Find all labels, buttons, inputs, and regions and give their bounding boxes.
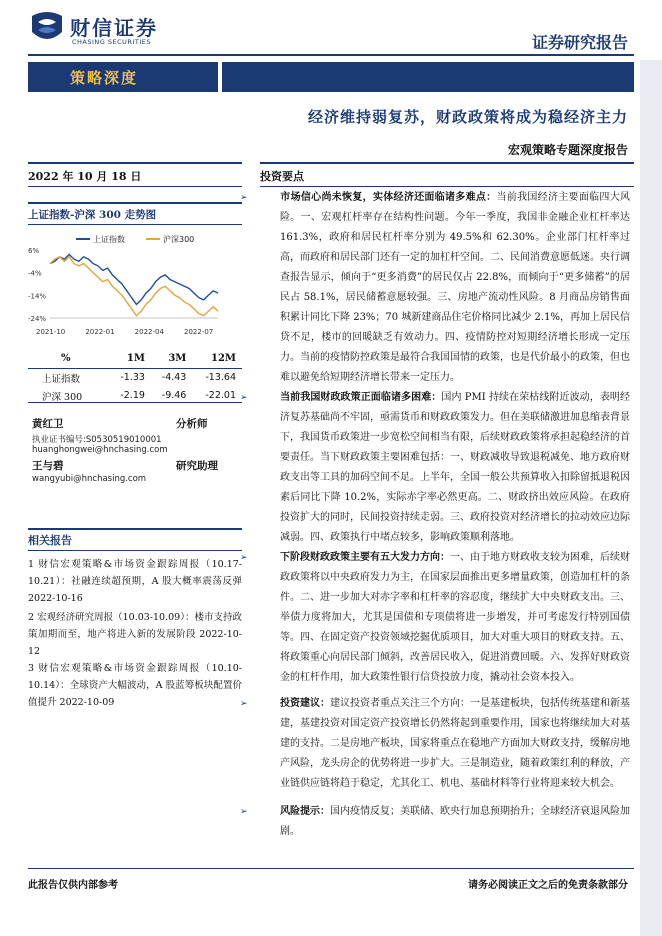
table-cell: 上证指数: [42, 373, 81, 385]
key-point-body: 国内疫情反复；美联储、欧央行加息预期抬升；全球经济衰退风险加剧。: [280, 806, 630, 837]
key-points-heading: 投资要点: [260, 170, 304, 183]
page-side-stripe: [640, 60, 662, 936]
key-point-item: [240, 548, 630, 688]
key-point-lead: 当前我国财政政策正面临诸多困难：: [280, 392, 442, 403]
header-rule: [28, 54, 634, 56]
key-point-lead: 风险提示：: [280, 806, 330, 817]
arrow-bullet-icon: ➢: [240, 807, 248, 817]
key-point-body: 国内 PMI 持续在荣枯线附近波动，表明经济复苏基础尚不牢固，亟需货币和财政政策发力。但在美联储激进加息缩表背景下，我国货币政策进一步宽松空间相当有限，后续财政政策将承担起稳经济的首要责任。当下财政政策主要困难包括：一、财政减收导致退税减免、地方政府财政支出等工具的加码空间不足。上半年，全国一般公共预算收入扣除留抵退税因素后同比下降 10.2%，实际赤字率必然更高。二、财政挤出效应风险。在政府投资扩大的同时，民间投资持续走弱。三、政府投资对经济增长的拉动效应边际减弱。四、政策执行中堵点较多，影响政策顺利落地。: [280, 392, 630, 543]
related-report-item[interactable]: 2 宏观经济研究周报（10.03-10.09）：楼市支持政策加期而至，地产将进入新的发展阶段 2022-10-12: [28, 612, 242, 657]
y-tick-label: -24%: [28, 315, 47, 323]
right-top-rule: [260, 162, 634, 164]
performance-table: [28, 350, 242, 405]
logo-english-text: CHASING SECURITIES: [72, 38, 151, 46]
table-bottom-rule: [28, 402, 242, 403]
legend-label: 上证指数: [93, 235, 125, 244]
related-heading-rule: [28, 550, 242, 551]
chart-heading: 上证指数-沪深 300 走势图: [28, 209, 157, 221]
x-tick-label: 2022-07: [184, 328, 214, 336]
key-point-lead: 投资建议：: [280, 698, 330, 709]
table-cell: 沪深 300: [42, 391, 83, 403]
key-point-item: [240, 388, 630, 548]
table-cell: -13.64: [205, 372, 236, 383]
key-point-lead: 下阶段财政政策主要有五大发力方向：: [280, 552, 450, 563]
table-cell: -9.46: [161, 390, 187, 401]
report-subtitle: 宏观策略专题深度报告: [507, 143, 628, 157]
date-rule: [28, 186, 242, 187]
related-top-rule: [28, 528, 242, 530]
arrow-bullet-icon: ➢: [240, 699, 248, 709]
assistant-name: 王与碧: [32, 460, 64, 472]
related-report-item[interactable]: 3 财信宏观策略&市场资金跟踪周报（10.10-10.14）：全球资产大幅波动，A 股蓝筹板块配置价值提升 2022-10-09: [28, 663, 242, 708]
related-report-item[interactable]: 1 财信宏观策略&市场资金跟踪周报（10.17-10.21）：社融连续超预期，A 股大概率震荡反弹 2022-10-16: [28, 559, 242, 604]
x-tick-label: 2021-10: [36, 328, 66, 336]
index-trend-chart: [28, 230, 242, 350]
key-point-body: 建议投资者重点关注三个方向：一是基建板块，包括传统基建和新基建，基建投资对国定资产投资增长仍然将起到重要作用，国家也将继续加大对基建的支持。二是房地产板块，国家将重点在稳地产方面加大财政支持，缓解房地产风险，龙头房企的优势将进一步扩大。三是制造业，随着政策红利的释放，产业链供应链将趋于稳定，尤其化工、机电、基础材料等行业将迎来较大机会。: [280, 698, 630, 789]
arrow-bullet-icon: ➢: [240, 553, 248, 563]
table-cell: -22.01: [205, 390, 236, 401]
analyst-cert: 执业证书编号:S0530519010001: [32, 435, 162, 445]
section-label: 策略深度: [70, 69, 139, 87]
logo-mark-icon: [28, 10, 66, 46]
analyst-role: 分析师: [176, 418, 208, 430]
analyst-email[interactable]: huanghongwei@hnchasing.com: [32, 445, 168, 455]
performance-header-cell: %: [60, 353, 71, 365]
report-title: 经济维持弱复苏，财政政策将成为稳经济主力: [307, 108, 628, 126]
related-reports-heading: 相关报告: [28, 534, 72, 547]
table-cell: -4.43: [161, 372, 187, 383]
key-point-item: [240, 694, 630, 794]
key-point-lead: 市场信心尚未恢复，实体经济还面临诸多难点：: [280, 192, 497, 203]
chart-top-rule: [28, 202, 242, 204]
footer-rule: [28, 868, 634, 869]
y-tick-label: -14%: [28, 292, 47, 301]
assistant-role: 研究助理: [176, 460, 218, 472]
x-tick-label: 2022-04: [134, 328, 164, 336]
key-point-body: 一、由于地方财政收支较为困难，后续财政政策将以中央政府发力为主，在国家层面推出更多增量政策，创造加杠杆的条件。二、进一步加大对赤字率和杠杆率的容忍度，继续扩大中央财政支出。三、举债力度将加大，尤其是国债和专项债将进一步增发，并可考虑发行特别国债等。四、在固定资产投资领域挖掘优质项目，加大对重大项目的财政支持。五、将政策重心向居民部门倾斜，改善居民收入，促进消费回暖。六、发挥好财政资金的杠杆作用，加大政策性银行信贷投放力度，撬动社会资本投入。: [280, 552, 630, 683]
assistant-email[interactable]: wangyubi@hnchasing.com: [32, 474, 147, 484]
left-top-rule: [28, 162, 242, 164]
x-tick-label: 2022-01: [85, 328, 115, 336]
key-point-body: 当前我国经济主要面临四大风险。一、宏观杠杆率存在结构性问题。今年一季度，我国非金融企业杠杆率达 161.3%，政府和居民杠杆率分别为 49.5%和 62.30%。企业部门杠杆率过高，而政府和居民部门还有一定的加杠杆空间。二、民间消费意愿低迷。央行调查报告显示，倾向于“更多消费”的居民仅占 22.8%，而倾向于“更多储蓄”的居民占 58.1%，居民储蓄意愿较强。三、房地产流动性风险。8 月商品房销售面积累计同比下降 23%；70 城新建商品住宅价格同比减少 2.1%，再加上居民信贷不足，楼市的回暖缺乏有效动力。四、疫情防控对短期经济增长形成一定压力。当前的疫情防控政策是最符合我国国情的政策，也是代价最小的政策，但也难以避免给短期经济增长带来一定压力。: [280, 192, 631, 383]
table-cell: -2.19: [120, 390, 145, 401]
legend-label: 沪深300: [163, 235, 195, 244]
key-point-item: [240, 188, 631, 388]
performance-header-cell: 12M: [211, 353, 236, 365]
y-tick-label: -4%: [28, 269, 42, 278]
y-tick-label: 6%: [28, 247, 40, 255]
footer-note: 此报告仅供内部参考: [28, 880, 118, 891]
arrow-bullet-icon: ➢: [240, 193, 248, 203]
analyst-name: 黄红卫: [32, 418, 64, 430]
table-row: [28, 368, 242, 387]
performance-header-row: [28, 350, 242, 368]
chart-heading-rule: [28, 224, 242, 225]
key-point-item: [240, 802, 630, 842]
section-band-right: [222, 62, 634, 92]
arrow-bullet-icon: ➢: [240, 393, 248, 403]
company-logo: [28, 10, 168, 50]
performance-header-cell: 3M: [168, 353, 187, 365]
report-date: 2022 年 10 月 18 日: [28, 170, 142, 183]
performance-header-cell: 1M: [126, 353, 145, 365]
footer-disclaimer: 请务必阅读正文之后的免责条款部分: [468, 880, 628, 891]
table-cell: -1.33: [120, 372, 145, 383]
logo-chinese-text: 财信证券: [70, 16, 158, 40]
series-line-shanghai-index: [50, 255, 218, 305]
series-line-csi300: [50, 257, 218, 316]
report-type: 证券研究报告: [531, 33, 628, 52]
key-points-rule: [260, 186, 634, 187]
